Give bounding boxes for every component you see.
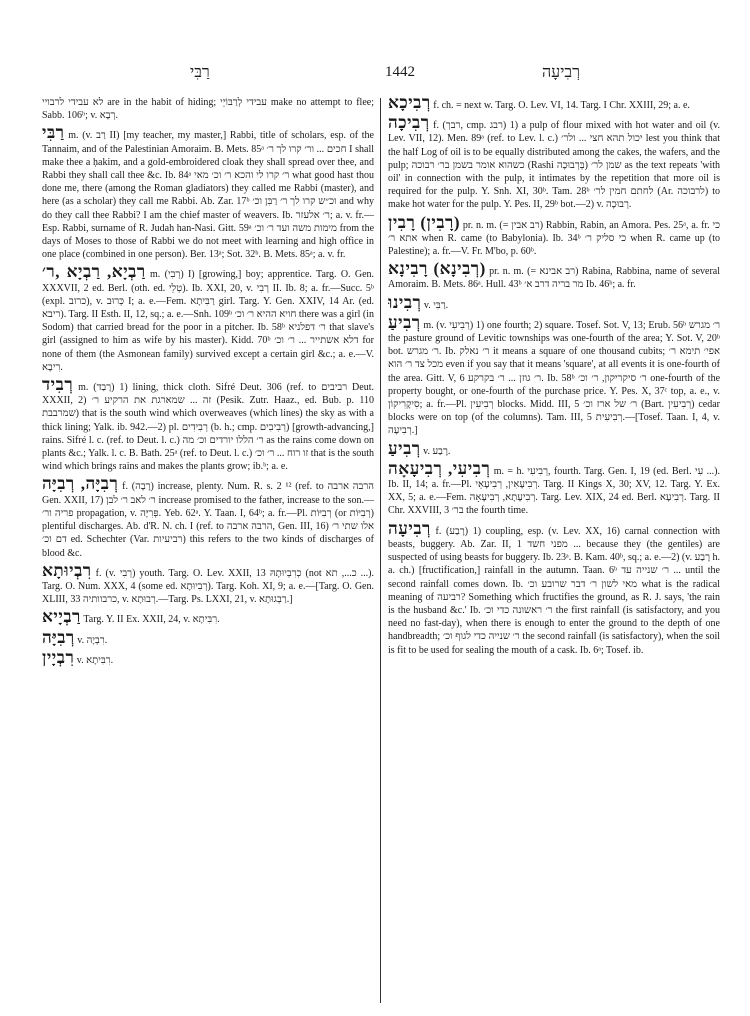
dictionary-entry bbox=[388, 96, 720, 112]
entry-definition: v. רִבְיָה. bbox=[77, 634, 108, 646]
dictionary-entry bbox=[42, 375, 374, 473]
entry-definition: m. = h. רְבִיעִי, fourth. Targ. Gen. I, 19 (ed. Berl. עִי ...). Ib. II, 14; a. fr.—Pl. רְבִיעָאִין, רְבִיעָאֵי. Targ. II Kings X, 30; XV, 12. Targ. Y. Ex. XX, 5; a. e.—Fem. רְבִיעָתָא, רְבִיעָאָה. Targ. Lev. XIX, 24 ed. Berl. רְבִיעָא. Targ. II Chr. XXVIII, 3 בר׳ the fourth time. bbox=[388, 465, 720, 517]
entry-definition: f. ch. = next w. Targ. O. Lev. VI, 14. Targ. I Chr. XXIII, 29; a. e. bbox=[433, 100, 690, 111]
entry-definition: m. (v. רַב II) [my teacher, my master,] Rabbi, title of scholars, esp. of the Tannaim, and of the Palestinian Amoraim. B. Mets. 85ᵃ חכים ... ור׳ קרו לך ר׳ I shall make thee a ḥakim, and a gold-embroidered cloak they shall spread over thee, and Rabbi they shall call thee &c. Ib. 84ᵃ ר׳ קרו לי והכא ר׳ וכ׳ מאי what good hast thou done me, there (among the Roman gladiators) they called me Rabbi (master), and here (as a scholar) they call me Rabbi. Ab. Zar. 17ᵇ וכ״ש קרו לך ר׳ רַבִּן וכ׳ and why do they call thee Rabbi? I am the chief master of weavers. Ib. ר׳ אלעזר; a. v. fr.—Esp. Rabbi, surname of R. Judah han-Nasi. Gitt. 59ᵃ מימות משה ועד ר׳ וכ׳ from the days of Moses to those of Rabbi we do not meet with learning and high office in one place (combined in one person). Ber. 13ᵃ; Sot. 32ᵇ. B. Mets. 85ᵃ; a. v. fr. bbox=[42, 130, 374, 261]
header-right-word: רְבִיעָה bbox=[541, 64, 580, 81]
dictionary-entry bbox=[388, 292, 720, 312]
entry-definition: f. (v. רְבִי) youth. Targ. O. Lev. XXII, 13 כְרִבְיוּתָהּ (not כ..., תא ...). Targ. O. Num. XXX, 4 (some ed. רְבִיוּתָא). Targ. Koh. XI, 9; a. e.—[Targ. O. Gen. XLIII, 33 כרבוותיה, v. רְבוּתָא.—Targ. Ps. LXXI, 21, v. רַבְגוּתָא.] bbox=[42, 567, 374, 606]
dictionary-entry bbox=[42, 474, 374, 559]
entry-headword: רִבְיָין bbox=[42, 647, 75, 667]
entry-definition: לא עבידי לרבויי are in the habit of hiding; עבידי לְרַבּוֹיֵי make no attempt to flee; Sabb. 106ᵇ; v. רְבָא. bbox=[42, 97, 374, 122]
entry-definition: f. (רָבָה) increase, plenty. Num. R. s. 2 ¹² (ref. to הרבה ארבה Gen. XXII, 17) ר׳ לאב ר׳ לבן increase promised to the father, increase to the son.—פריה ור׳ propagation, v. פְּרִיָּה. Yeb. 62ᵃ. Y. Taan. I, 64ᵇ; a. fr.—Pl. רְבִיּוֹת (or רְבִיּוֹת) plentiful discharges. Ab. d'R. N. ch. I (ref. to הרבה ארבה, Gen. III, 16) אלו שתי ר׳ דם וכ׳ ed. Schechter (Var. רביעיות) this refers to the two kinds of discharges of blood &c. bbox=[42, 481, 374, 559]
entry-headword: רַבְיָא, רַבְיָא ,ר׳ bbox=[42, 262, 146, 282]
entry-definition: v. רֶבַע. bbox=[423, 445, 451, 457]
dictionary-entry bbox=[42, 607, 374, 627]
header-left-word: רַבִּי bbox=[190, 64, 210, 81]
entry-definition: m. (רָבַד) 1) lining, thick cloth. Sifré Deut. 306 (ref. to רביבים Deut. XXXII, 2) זה ... שמארגת את הרקיע ר׳ (Pesik. Zutr. Haaz., ed. Bub. p. 110 שמרבבת) that is the south wind which overweaves (which lines) the sky as with a thick lining; Yalk. ib. 942.—2) pl. רְבִידִים (b. h.; cmp. רְבִיבִים) [growth-advancing,] rains. Sifré l. c. (ref. to Deut. l. c.) ר׳ הללו יורדים וכ׳ מה as the rains come down on plants &c.; Yalk. l. c. B. Bath. 25ᵃ (ref. to Deut. l. c.) זו רוח ... ר׳ וכ׳ that is the south wind which brings rains and makes the plants grow; ib.ᵇ; a. e. bbox=[42, 382, 374, 473]
entry-headword: רְבִיָּה, רְבִיָּה bbox=[42, 474, 119, 494]
entry-headword: רְבִיעַ bbox=[388, 438, 421, 458]
entry-headword: רִבְיוּתָא bbox=[42, 560, 92, 580]
dictionary-entry bbox=[388, 113, 720, 211]
entry-headword: רְבִיכָא bbox=[388, 96, 431, 112]
entry-definition: f. (רבך, cmp. רבג) 1) a pulp of flour mixed with hot water and oil (v. Lev. VII, 12). Men. 89ᵃ (ref. to Lev. l. c.) יכול תהא חצי ... ולר׳ lest you think that the half Log of oil is to be equally distributed among the cakes, the wafers, and the pulp; כשהוא אומר בשמן בר׳ רבוכה (Rashi בְּרְבוּכָה) שמן לר׳ as the text repeats 'with oil' in connection with the pulp, it intimates by the repetition that more oil is required for the pulp. Y. Snh. XI, 30ᵇ. Tam. 28ᵇ לחתם חמין לר׳ (Ar. לרבוכה) to make hot water for the pulp. Y. Pes. II, 29ᵇ bot.—2) v. רְבוּכָה. bbox=[388, 120, 720, 211]
entry-headword: (רְבִינָא) רָבִינָא bbox=[388, 259, 486, 279]
entry-headword: רַבְיָיא bbox=[42, 607, 81, 627]
dictionary-entry bbox=[388, 438, 720, 458]
dictionary-entry bbox=[388, 518, 720, 657]
entry-headword: רְבִינוּ bbox=[388, 292, 422, 312]
entry-headword: רְבִיעַ bbox=[388, 312, 421, 332]
entry-definition: m. (v. רְבִיעִי) 1) one fourth; 2) square. Tosef. Sot. V, 13; Erub. 56ᵇ ר׳ מגרש the pasture ground of Levitic townships was one-fourth of the area; Y. Sot. V, 20ᵇ bot. ר׳ מגרש. Ib. ר׳ נאלק it means a square of one thousand cubits; אפי׳ תימא ר׳ מכל צד ר׳ הוא even if you say that it means 'square', at all events it is one-fourth of the area. Gitt. V, 6 ר׳ גוזן ... ר׳ בקרקע. Ib. 58ᵇ ר׳ סיקריקון, ר׳ וכ׳ one-fourth of the property bought, or one-fourth of the purchase price. Y. Pes. X, 37ᶜ top, a. e., v. סִיקָרִיקוֹן; a. fr.—Pl. רְבִיעִין blocks. Midd. III, 5 ר׳ של ארז וכ׳ (Bart. רְבִיעִין) cedar blocks were on top (of the columns). Tam. III, 5 רְבִיעִית.—[Tosef. Taan. I, 4, v. רְבִיעָה.] bbox=[388, 319, 720, 437]
entry-definition: m. (רְבִי) I) [growing,] boy; apprentice. Targ. O. Gen. XXXVII, 2 ed. Berl. (oth. ed. טְלֵי). Ib. XXI, 20, v. רְבִי II. Ib. 8; a. fr.—Succ. 5ᵇ (expl. כרוב), v. כְּרוּב I; a. e.—Fem. רַבִּיתָא girl. Targ. Y. Gen. XXIV, 14 Ar. (ed. ריבא). Targ. II Esth. II, 12, sq.; a. e.—Snh. 109ᵇ חויא ההיא ר׳ וכ׳ there was a girl (in Sodom) that carried bread for the poor in a pitcher. Ib. 58ᵇ ר׳ דפלניא that slave's girl (assigned to him as wife by his master). Kidd. 70ᵇ דלא אשתייר ... ר׳ וכ׳ for none of them (the Asmonean family) survived except a certain girl &c.; a. e.—V. רִיבָא. bbox=[42, 269, 374, 373]
entry-headword: רְבִיד bbox=[42, 375, 74, 395]
dictionary-entry bbox=[42, 96, 374, 122]
entry-headword: רַבִּי bbox=[42, 123, 65, 143]
page-number: 1442 bbox=[385, 64, 415, 80]
entry-headword: רְבִיכָה bbox=[388, 113, 430, 133]
entry-headword: רְבִיָּה bbox=[42, 627, 75, 647]
dictionary-entry bbox=[388, 458, 720, 518]
entry-definition: pr. n. m. (= רב אבין) Rabbin, Rabin, an Amora. Pes. 25ᵃ, a. fr. כי אתא ר׳ when R. came (to Babylonia). Ib. 34ᵇ כי סליק ר׳ when R. came up (to Palestine); a. fr.—V. Fr. M'bo, p. 60ᵇ. bbox=[388, 219, 720, 258]
dictionary-entry bbox=[42, 647, 374, 667]
entry-definition: pr. n. m. (= רב אבינא) Rabina, Rabbina, name of several Amoraim. B. Mets. 86ᵃ. Hull. 43ᵇ מר בריה דרב א׳ Ib. 46ᵇ; a. fr. bbox=[388, 266, 720, 291]
dictionary-entry bbox=[42, 262, 374, 374]
column-divider bbox=[380, 98, 381, 1003]
dictionary-entry bbox=[42, 560, 374, 607]
left-column bbox=[42, 96, 374, 1006]
entry-definition: f. (רָבַע) 1) coupling, esp. (v. Lev. XX, 16) carnal connection with beasts, buggery. Ab. Zar. II, 1 מפני חשד ... because they (the gentiles) are suspected of using beasts for buggery. Ib. 23ᵃ. B. Kam. 40ᵇ, sq.; a. e.—2) (v. רָבַע h. a. ch.) [fructification,] rainfall in the autumn. Taan. 6ᵇ ר׳ שנייה עד ... until the second rainfall comes down. Ib. מאי לשון ר׳ דבר שרובע וכ׳ what is the radical meaning of רביעה? Something which fructifies the ground, as R. J. says, 'the rain is the husband &c.' Ib. ר׳ ראשונה כדי וכ׳ the first rainfall (is satisfactory, and you need no fast-day), when there is enough to enter the ground to the depth of one handbreadth; ר׳ שנייה כדי לגוף וכ׳ the second rainfall (is satisfactory), when the soil is fit to be used for sealing the mouth of a cask. Ib. 6ᵃ; Tosef. ib. bbox=[388, 525, 720, 656]
dictionary-entry bbox=[42, 627, 374, 647]
entry-definition: v. רַבִּי. bbox=[423, 299, 449, 311]
dictionary-entry bbox=[42, 123, 374, 261]
dictionary-entry bbox=[388, 259, 720, 291]
entry-definition: v. רִבִּיתָא. bbox=[76, 654, 114, 666]
right-column bbox=[388, 96, 720, 1006]
page-header bbox=[40, 64, 720, 86]
dictionary-entry bbox=[388, 212, 720, 259]
entry-headword: (רָבִין) רָבִין bbox=[388, 212, 461, 232]
entry-headword: רְבִיעָה bbox=[388, 518, 431, 538]
entry-definition: Targ. Y. II Ex. XXII, 24, v. רִבִּיתָא. bbox=[83, 614, 220, 626]
entry-headword: רְבִיעִי, רְבִיעָאָה bbox=[388, 458, 491, 478]
dictionary-entry bbox=[388, 312, 720, 438]
